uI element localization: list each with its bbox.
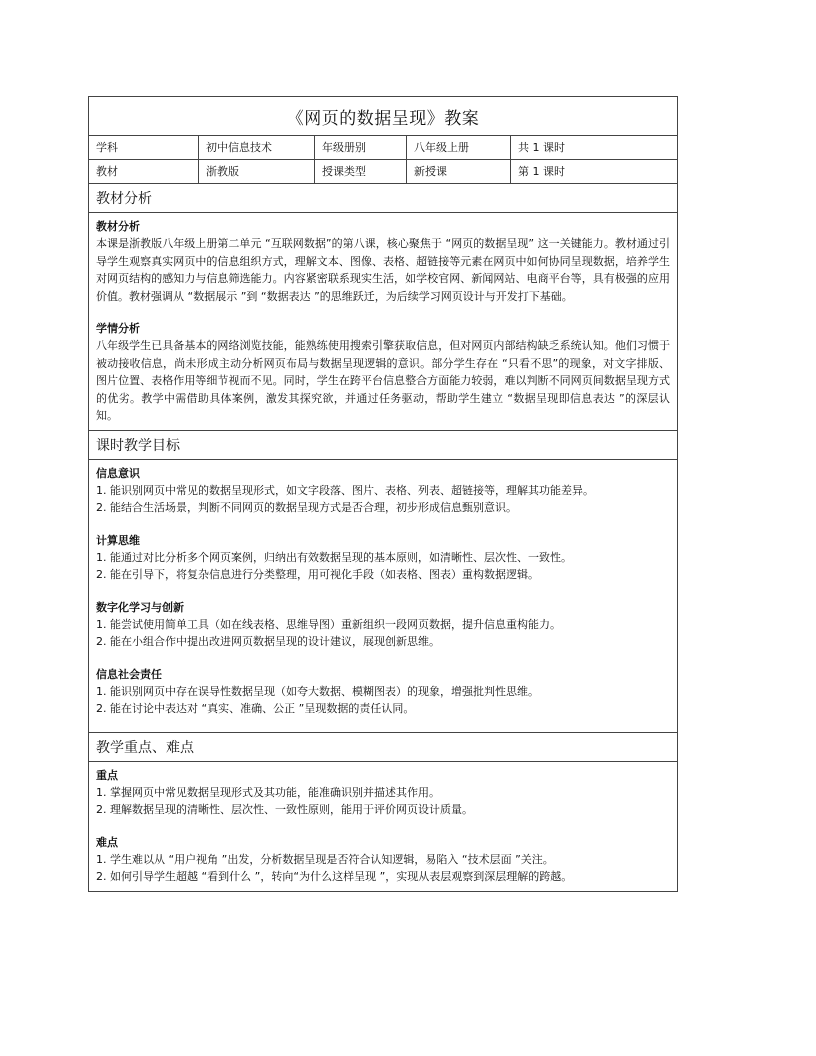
total-periods: 共 1 课时	[518, 141, 565, 154]
subject-label: 学科	[89, 136, 199, 159]
section-heading: 教材分析	[89, 184, 677, 213]
subject-value: 初中信息技术	[199, 136, 315, 159]
subsection-title: 信息意识	[96, 466, 140, 480]
info-row-2	[89, 160, 677, 184]
info-row-1	[89, 136, 677, 160]
subsection-title: 信息社会责任	[96, 667, 162, 681]
subsection-title: 数字化学习与创新	[96, 600, 184, 614]
subsection-title: 教材分析	[96, 220, 140, 233]
objective-item: 2. 能在讨论中表达对 “真实、准确、公正 ”呈现数据的责任认同。	[96, 702, 415, 715]
textbook-value: 浙教版	[199, 160, 315, 183]
subsection-title: 学情分析	[96, 322, 140, 335]
difficulty-item: 2. 如何引导学生超越 “看到什么 ”，转向“为什么这样呈现 ”，实现从表层观察到深层理解的跨越。	[96, 870, 573, 883]
analysis-section	[89, 184, 677, 431]
objective-item: 1. 能通过对比分析多个网页案例，归纳出有效数据呈现的基本原则，如清晰性、层次性、一致性。	[96, 550, 572, 564]
key-point-item: 2. 理解数据呈现的清晰性、层次性、一致性原则，能用于评价网页设计质量。	[96, 803, 473, 816]
lesson-type-value: 新授课	[407, 160, 511, 183]
subsection-title: 重点	[96, 768, 118, 782]
objective-item: 2. 能在引导下，将复杂信息进行分类整理，用可视化手段（如表格、图表）重构数据逻辑。	[96, 568, 539, 581]
lesson-plan-table	[88, 96, 678, 892]
lesson-type-label: 授课类型	[315, 160, 407, 183]
subsection-title: 计算思维	[96, 533, 140, 547]
objective-item: 1. 能识别网页中存在误导性数据呈现（如夸大数据、模糊图表）的现象，增强批判性思维。	[96, 684, 539, 698]
section-heading: 教学重点、难点	[89, 733, 677, 762]
grade-value: 八年级上册	[407, 136, 511, 159]
objective-item: 1. 能尝试使用简单工具（如在线表格、思维导图）重新组织一段网页数据，提升信息重构能力。	[96, 617, 561, 631]
objective-item: 1. 能识别网页中常见的数据呈现形式，如文字段落、图片、表格、列表、超链接等，理解其功能差异。	[96, 483, 594, 497]
objective-item: 2. 能在小组合作中提出改进网页数据呈现的设计建议，展现创新思维。	[96, 635, 440, 648]
learner-analysis-text: 八年级学生已具备基本的网络浏览技能，能熟练使用搜索引擎获取信息，但对网页内部结构缺乏系统认知。他们习惯于被动接收信息，尚未形成主动分析网页布局与数据呈现逻辑的意识。部分学生存在 “只看不思”的现象，对文字排版、图片位置、表格作用等细节视而不见。同时，学生在跨平台信息整合方面能力较弱，难以判断不同网页间数据呈现方式的优劣。教学中需借助具体案例，激发其探究欲，并通过任务驱动，帮助学生建立 “数据呈现即信息表达 ”的深层认知。	[96, 339, 670, 422]
textbook-analysis-text: 本课是浙教版八年级上册第二单元 “互联网数据”的第八课，核心聚焦于 “网页的数据呈现” 这一关键能力。教材通过引导学生观察真实网页中的信息组织方式，理解文本、图像、表格、超链接等元素在网页中如何协同呈现数据，培养学生对网页结构的感知力与信息筛选能力。内容紧密联系现实生活，如学校官网、新闻网站、电商平台等，具有极强的应用价值。教材强调从 “数据展示 ”到 “数据表达 ”的思维跃迁，为后续学习网页设计与开发打下基础。	[96, 237, 670, 303]
objective-item: 2. 能结合生活场景，判断不同网页的数据呈现方式是否合理，初步形成信息甄别意识。	[96, 501, 517, 514]
subsection-title: 难点	[96, 835, 118, 849]
keypoints-section	[89, 733, 677, 891]
grade-label: 年级册别	[315, 136, 407, 159]
objectives-section	[89, 431, 677, 733]
current-period: 第 1 课时	[518, 165, 565, 178]
difficulty-item: 1. 学生难以从 “用户视角 ”出发，分析数据呈现是否符合认知逻辑，易陷入 “技术层面 ”关注。	[96, 852, 554, 866]
document-title: 《网页的数据呈现》教案	[89, 97, 677, 136]
section-heading: 课时教学目标	[89, 431, 677, 460]
textbook-label: 教材	[89, 160, 199, 183]
key-point-item: 1. 掌握网页中常见数据呈现形式及其功能，能准确识别并描述其作用。	[96, 785, 440, 799]
